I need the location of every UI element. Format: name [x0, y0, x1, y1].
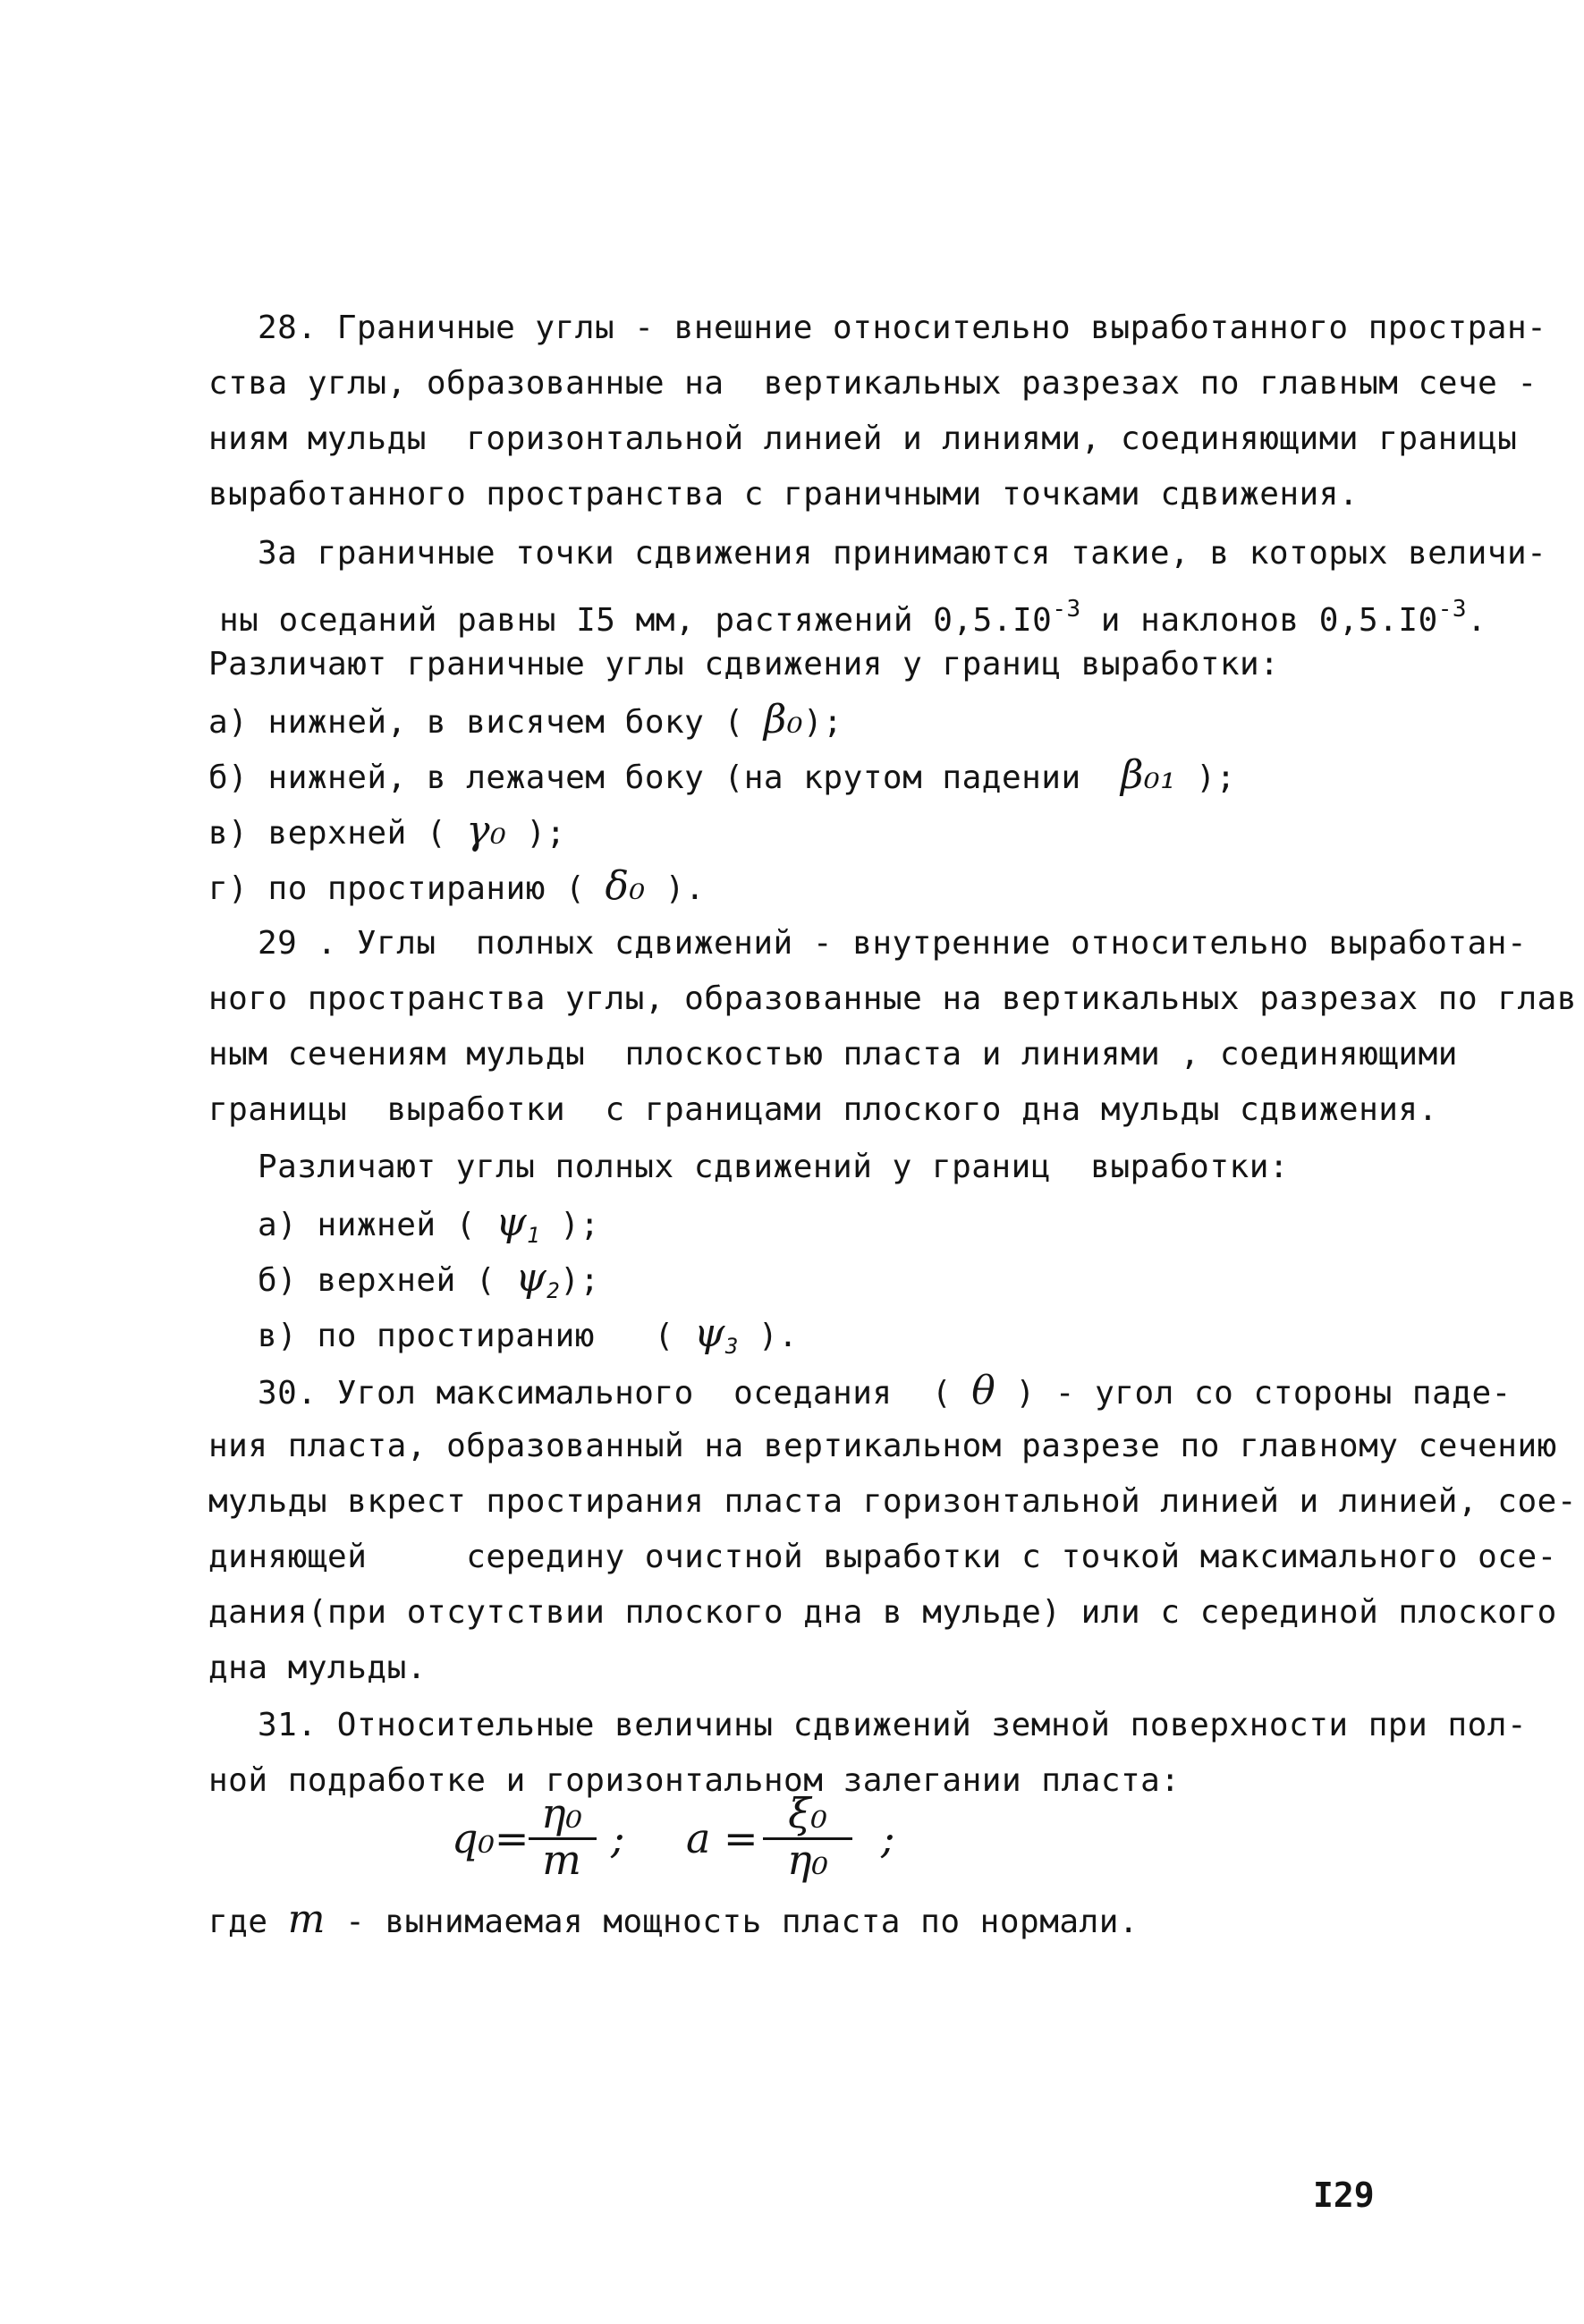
s29-item-a [258, 1200, 600, 1255]
s28-p2-line-1: За граничные точки сдвижения принимаются такие, в которых величи- [258, 535, 1547, 572]
s29-item-c [258, 1310, 799, 1366]
s30-line-4: диняющей середину очистной выработки с точкой максимального осе- [208, 1539, 1557, 1575]
q0-numerator: η₀ [541, 1789, 582, 1837]
s29-item-c-prefix: в) по простиранию ( [258, 1318, 694, 1354]
s28-item-b [208, 752, 1236, 798]
s29-item-b [258, 1255, 600, 1310]
s29-item-a-prefix: а) нижней ( [258, 1207, 496, 1243]
s28-item-d-prefix: г) по простиранию ( [208, 870, 606, 907]
psi-1-subscript: 1 [527, 1223, 541, 1248]
s30-line-2: ния пласта, образованный на вертикальном разрезе по главному сечению [208, 1428, 1557, 1464]
delta-0-symbol: δ₀ [605, 863, 646, 909]
psi-3-symbol: ψ [693, 1310, 725, 1356]
s31-where-line [208, 1896, 1139, 1942]
s31-line-1: 31. Относительные величины сдвижений земной поверхности при пол- [258, 1707, 1528, 1743]
s28-item-c [208, 808, 566, 853]
m-symbol: m [287, 1896, 326, 1942]
s28-item-c-prefix: в) верхней ( [208, 815, 467, 852]
s29-item-b-prefix: б) верхней ( [258, 1262, 516, 1299]
s28-line-1: 28. Граничные углы - внешние относительно выработанного простран- [258, 310, 1547, 346]
s28-item-d [208, 863, 706, 909]
s29-line-2: ного пространства углы, образованные на вертикальных разрезах по глав [208, 980, 1577, 1017]
s30-line-1-a: 30. Угол максимального оседания ( [258, 1375, 972, 1412]
where-b: - вынимаемая мощность пласта по нормали. [325, 1904, 1139, 1940]
s29-line-4: границы выработки с границами плоского дна мульды сдвижения. [208, 1091, 1438, 1128]
s28-item-b-prefix: б) нижней, в лежачем боку (на крутом падении [208, 759, 1121, 796]
s30-line-1-b: ) - угол со стороны паде- [995, 1375, 1512, 1412]
psi-2-symbol: ψ [515, 1255, 547, 1301]
s29-line-1: 29 . Углы полных сдвижений - внутренние относительно выработан- [258, 925, 1528, 962]
s30-line-3: мульды вкрест простирания пласта горизонтальной линией и линией, сое- [208, 1483, 1577, 1520]
a-denominator: η₀ [787, 1836, 828, 1884]
formula-separator-1: ; [611, 1814, 625, 1862]
s28-line-4: выработанного пространства с граничными точками сдвижения. [208, 476, 1360, 513]
psi-3-subscript: 3 [724, 1334, 739, 1359]
where-a: где [208, 1904, 288, 1940]
s29-item-c-suffix: ). [738, 1318, 799, 1354]
theta-symbol: θ [971, 1368, 996, 1413]
s28-p2-text-c: . [1467, 602, 1487, 639]
s28-p3: Различают граничные углы сдвижения у границ выработки: [208, 646, 1280, 683]
formula-separator-2: ; [881, 1814, 895, 1862]
a-numerator: ξ₀ [788, 1789, 827, 1837]
s28-line-2: ства углы, образованные на вертикальных разрезах по главным сече - [208, 365, 1537, 402]
s28-p2-exponent-1: -3 [1052, 596, 1081, 623]
s29-p2: Различают углы полных сдвижений у границ выработки: [258, 1149, 1290, 1185]
s28-item-c-suffix: ); [506, 815, 566, 852]
s28-item-a-prefix: а) нижней, в висячем боку ( [208, 704, 764, 741]
s28-item-b-suffix: ); [1176, 759, 1236, 796]
s30-line-5: дания(при отсутствии плоского дна в мульде) или с серединой плоского [208, 1594, 1557, 1631]
beta-01-symbol: β₀₁ [1121, 752, 1177, 798]
a-lhs: a = [686, 1814, 758, 1862]
psi-1-symbol: ψ [496, 1200, 528, 1245]
s29-item-a-suffix: ); [540, 1207, 600, 1243]
s29-line-3: ным сечениям мульды плоскостью пласта и линиями , соединяющими [208, 1036, 1458, 1073]
q0-lhs: q₀= [452, 1814, 529, 1862]
s30-line-1 [258, 1368, 1512, 1413]
beta-0-symbol: β₀ [763, 697, 803, 742]
s29-item-b-suffix: ); [560, 1262, 600, 1299]
subsidance-formula [452, 1789, 917, 1887]
s28-item-a-suffix: ); [802, 704, 843, 741]
s28-item-a [208, 697, 843, 742]
s31-line-2: ной подработке и горизонтальном залегании пласта: [208, 1762, 1181, 1799]
gamma-0-symbol: γ₀ [466, 808, 507, 853]
s28-line-3: ниям мульды горизонтальной линией и линиями, соединяющими границы [208, 420, 1518, 457]
s28-p2-text-a: ны оседаний равны I5 мм, растяжений 0,5.I0 [219, 602, 1053, 639]
s28-p2-line-2 [219, 589, 1487, 640]
s28-p2-exponent-2: -3 [1437, 596, 1468, 623]
page-number: I29 [1313, 2176, 1375, 2215]
psi-2-subscript: 2 [546, 1278, 561, 1303]
s28-p2-text-b: и наклонов 0,5.I0 [1080, 602, 1438, 639]
s30-line-6: дна мульды. [208, 1650, 427, 1686]
s28-item-d-suffix: ). [645, 870, 706, 907]
q0-denominator: m [542, 1836, 581, 1884]
